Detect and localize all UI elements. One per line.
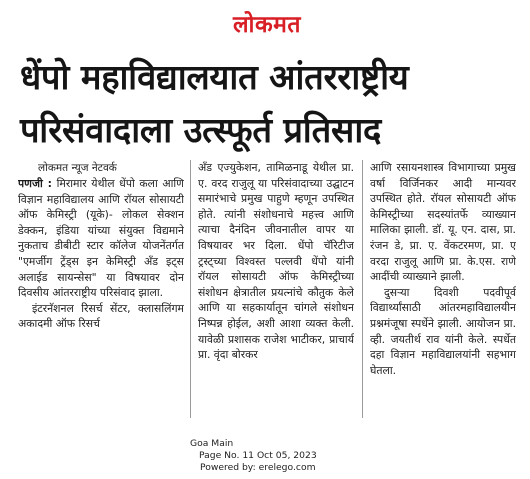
lokmat-logo: लोकमत xyxy=(232,12,302,38)
dateline: पणजी : xyxy=(18,177,52,190)
paragraph-2-end: आणि रसायनशास्त्र विभागाच्या प्रमुख वर्षा विर्जिनकर आदी मान्यवर उपस्थित होते. रॉयल सोसायटी ऑफ केमिस्ट्रीच्या सदस्यांतर्फे व्याख्यान मालिका झाली. डॉ. यू. एन. दास, प्रा. रंजन डे, प्रा. ए. वेंकटरमण, प्रा. ए वरदा राजुलू आणि प्रा. के.एस. राणे आदींची व्याख्याने झाली. xyxy=(370,161,516,284)
byline: लोकमत न्यूज नेटवर्क xyxy=(38,162,117,174)
page-info: Page No. 11 Oct 05, 2023 xyxy=(199,450,317,461)
article-column-3 xyxy=(370,160,516,420)
paragraph-1-text: मिरामार येथील धेंपो कला आणि विज्ञान महाविद्यालय आणि रॉयल सोसायटी ऑफ केमिस्ट्री (यूके)- लोकल सेक्शन डेक्कन, इंडिया यांच्या संयुक्त विद्यमाने नुकताच डीबीटी स्टार कॉलेज योजनेंतर्गत "एमर्जीग ट्रेंड्स इन केमिस्ट्री अँड इट्स अलाईड सायन्सेस" या विषयावर दोन दिवसीय आंतरराष्ट्रीय परिसंवाद झाला. xyxy=(18,177,184,300)
paragraph-2-start: इंटरनॅशनल रिसर्च सेंटर, क्लासलिंगम अकादमी ऑफ रिसर्च xyxy=(18,301,184,331)
paragraph-1 xyxy=(18,176,184,301)
article-body xyxy=(18,160,516,420)
masthead xyxy=(18,8,516,48)
headline-line-1: धेंपो महाविद्यालयात आंतरराष्ट्रीय xyxy=(20,58,409,98)
column-divider-1 xyxy=(190,160,191,418)
powered-by: Powered by: erelego.com xyxy=(200,462,316,473)
article-column-1 xyxy=(18,160,184,420)
headline xyxy=(20,52,514,158)
headline-line-2: परिसंवादाला उत्स्फूर्त प्रतिसाद xyxy=(20,111,382,151)
article-column-2 xyxy=(198,160,354,420)
paragraph-3: दुसऱ्या दिवशी पदवीपूर्व विद्यार्थ्यांसाठी आंतरमहाविद्यालयीन प्रश्नमंजूषा स्पर्धेने झाली. आयोजन प्रा. व्ही. जयतीर्थ राव यांनी केले. स्पर्धेत दहा विज्ञान महाविद्यालयांनी सहभाग घेतला. xyxy=(370,285,516,377)
edition-label: Goa Main xyxy=(190,438,234,449)
column-divider-2 xyxy=(362,160,363,418)
newspaper-clipping xyxy=(18,8,516,428)
paragraph-2-continued: अँड एज्युकेशन, तामिळनाडू येथील प्रा. ए. वरद राजुलू या परिसंवादाच्या उद्घाटन समारंभाचे प्रमुख पाहुणे म्हणून उपस्थित होते. त्यांनी संशोधनाचे महत्त्व आणि त्याचा दैनंदिन जीवनातील वापर या विषयावर भर दिला. धेंपो चॅरिटीज ट्रस्ट्च्या विश्वस्त पल्लवी धेंपो यांनी रॉयल सोसायटी ऑफ केमिस्ट्रीच्या संशोधन क्षेत्रातील प्रयत्नांचे कौतुक केले आणि या सहकार्यातून चांगले संशोधन निष्पन्न होईल, अशी आशा व्यक्त केली. यावेळी प्रशासक राजेश भाटीकर, प्राचार्य प्रा. वृंदा बोरकर xyxy=(198,161,354,362)
